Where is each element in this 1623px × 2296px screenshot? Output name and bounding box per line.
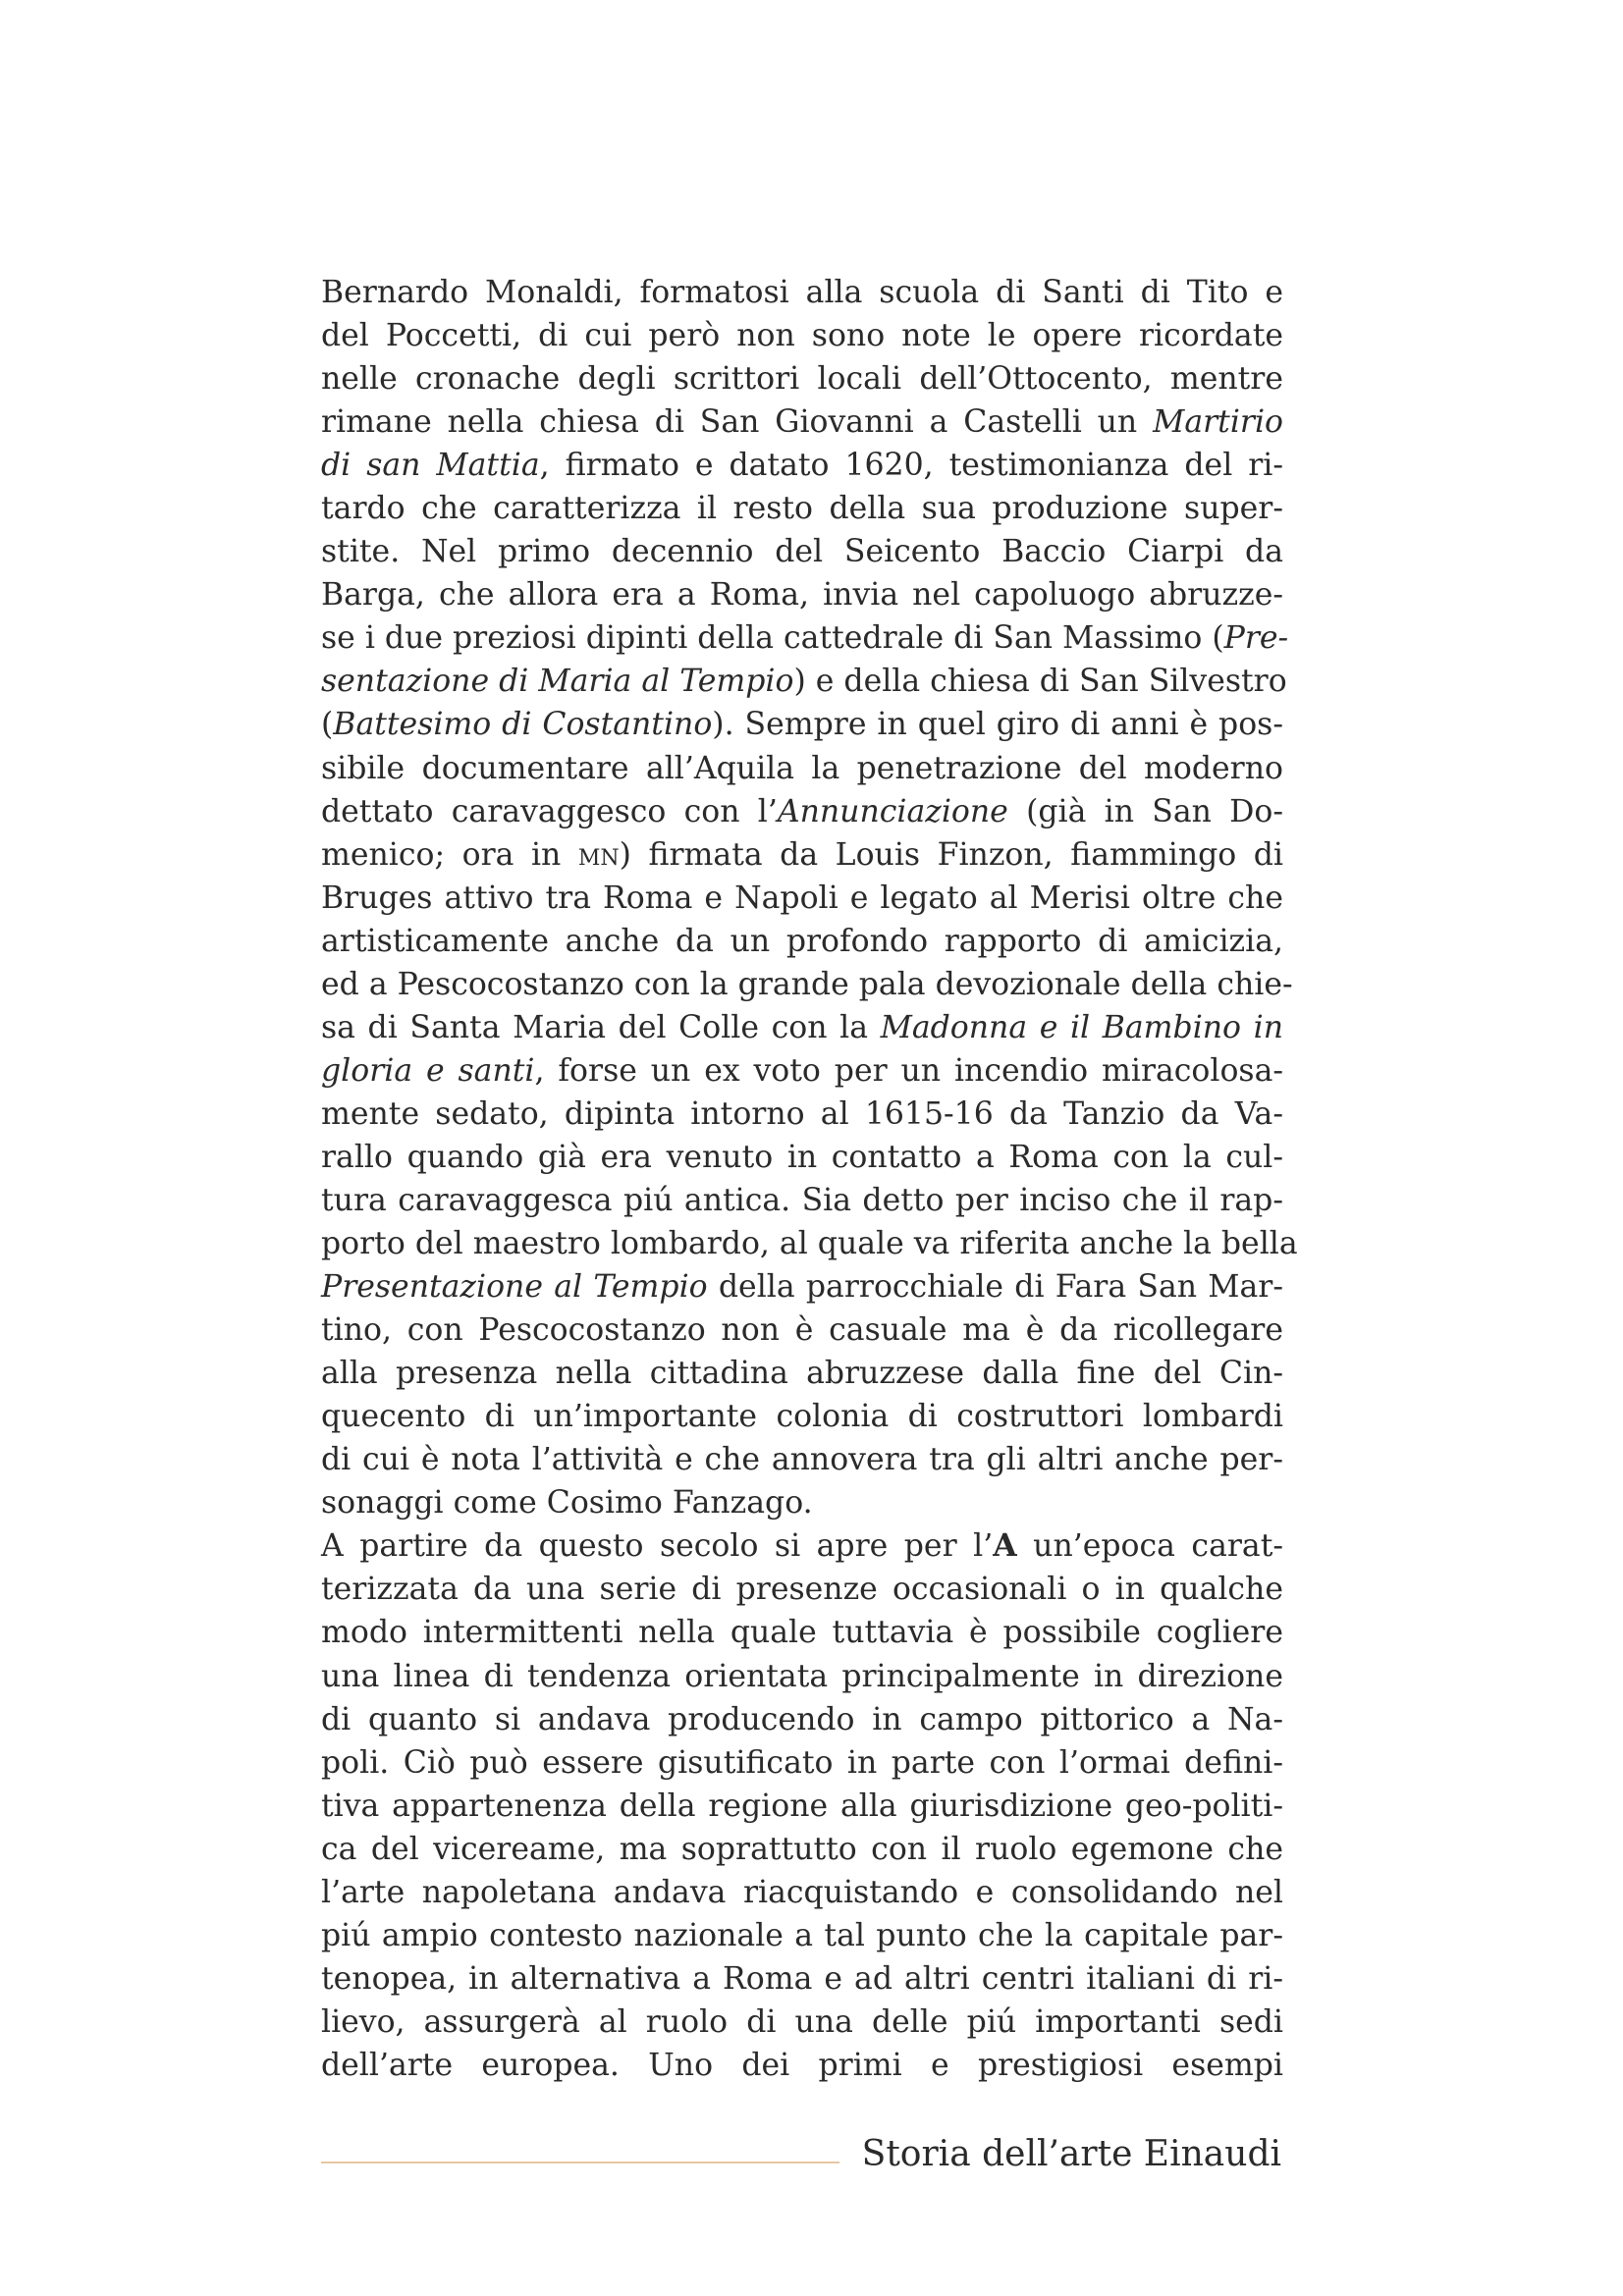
artwork-title: Battesimo di Costantino	[333, 707, 713, 743]
text-line: lievo, assurgerà al ruolo di una delle piú importanti sedi	[321, 2003, 1283, 2040]
text-line: se i due preziosi dipinti della cattedrale di San Massimo (Pre-	[321, 620, 1289, 657]
artwork-title: di san Mattia	[321, 448, 540, 484]
text-line: A partire da questo secolo si apre per l’A un’epoca carat-	[321, 1527, 1283, 1565]
text-line: di quanto si andava producendo in campo pittorico a Na-	[321, 1701, 1283, 1737]
text-line: tura caravaggesca piú antica. Sia detto per inciso che il rap-	[321, 1182, 1283, 1218]
artwork-title: Annunciazione	[777, 793, 1008, 829]
text-line: ed a Pescocostanzo con la grande pala devozionale della chie-	[321, 966, 1293, 1002]
text-line: di san Mattia, firmato e datato 1620, testimonianza del ri-	[321, 448, 1284, 484]
text-line: l’arte napoletana andava riacquistando e consolidando nel	[321, 1874, 1283, 1910]
text-line: (Battesimo di Costantino). Sempre in quel giro di anni è pos-	[321, 707, 1283, 743]
artwork-title: gloria e santi	[321, 1052, 535, 1089]
text-line: terizzata da una serie di presenze occasionali o in qualche	[321, 1572, 1283, 1608]
footer-title: Storia dell’arte Einaudi	[861, 2134, 1281, 2174]
text-line: tardo che caratterizza il resto della sua produzione super-	[321, 491, 1283, 527]
text-line: rimane nella chiesa di San Giovanni a Castelli un Martirio	[321, 404, 1283, 441]
text-line: sibile documentare all’Aquila la penetrazione del moderno	[321, 750, 1283, 786]
text-line: rallo quando già era venuto in contatto a Roma con la cul-	[321, 1139, 1283, 1175]
footer-rule	[321, 2162, 839, 2163]
artwork-title: Madonna e il Bambino in	[880, 1009, 1283, 1045]
text-line: stite. Nel primo decennio del Seicento Baccio Ciarpi da	[321, 534, 1283, 570]
text-line: artisticamente anche da un profondo rapporto di amicizia,	[321, 923, 1283, 959]
text-line: mente sedato, dipinta intorno al 1615-16 da Tanzio da Va-	[321, 1095, 1283, 1132]
text-line: tenopea, in alternativa a Roma e ad altri centri italiani di ri-	[321, 1960, 1283, 1997]
text-line: sa di Santa Maria del Colle con la Madonna e il Bambino in	[321, 1009, 1283, 1045]
text-line: ca del vicereame, ma soprattutto con il ruolo egemone che	[321, 1831, 1283, 1867]
text-line: poli. Ciò può essere gisutificato in parte con l’ormai defini-	[321, 1744, 1283, 1781]
text-line: Presentazione al Tempio della parrocchiale di Fara San Mar-	[321, 1269, 1284, 1306]
text-line: nelle cronache degli scrittori locali dell’Ottocento, mentre	[321, 361, 1283, 398]
text-line: tiva appartenenza della regione alla giurisdizione geo-politi-	[321, 1788, 1283, 1824]
artwork-title: Martirio	[1153, 404, 1283, 441]
text-line: sentazione di Maria al Tempio) e della chiesa di San Silvestro	[321, 664, 1287, 700]
text-line: di cui è nota l’attività e che annovera tra gli altri anche per-	[321, 1442, 1283, 1478]
text-line: dell’arte europea. Uno dei primi e prestigiosi esempi	[321, 2047, 1283, 2083]
text-line: Bernardo Monaldi, formatosi alla scuola di Santi di Tito e	[321, 275, 1283, 310]
text-line: gloria e santi, forse un ex voto per un incendio miracolosa-	[321, 1052, 1284, 1089]
text-line: tino, con Pescocostanzo non è casuale ma è da ricollegare	[321, 1312, 1283, 1349]
text-line: dettato caravaggesco con l’Annunciazione (già in San Do-	[321, 793, 1283, 829]
museum-abbreviation: mn	[577, 836, 620, 873]
region-abbreviation: A	[993, 1527, 1017, 1565]
text-line: piú ampio contesto nazionale a tal punto che la capitale par-	[321, 1917, 1283, 1953]
text-line: Barga, che allora era a Roma, invia nel capoluogo abruzze-	[321, 577, 1283, 614]
text-line: quecento di un’importante colonia di costruttori lombardi	[321, 1399, 1283, 1435]
artwork-title: Pre-	[1223, 620, 1289, 657]
body-text	[321, 271, 1298, 2087]
text-line: una linea di tendenza orientata principalmente in direzione	[321, 1658, 1283, 1694]
artwork-title: sentazione di Maria al Tempio	[321, 664, 794, 700]
text-line: sonaggi come Cosimo Fanzago.	[321, 1485, 813, 1522]
text-line: menico; ora in mn) firmata da Louis Finzon, fiammingo di	[321, 836, 1284, 873]
text-line: del Poccetti, di cui però non sono note le opere ricordate	[321, 318, 1283, 354]
text-line: modo intermittenti nella quale tuttavia è possibile cogliere	[321, 1615, 1283, 1651]
text-line: porto del maestro lombardo, al quale va riferita anche la bella	[321, 1226, 1298, 1262]
text-line: Bruges attivo tra Roma e Napoli e legato al Merisi oltre che	[321, 880, 1283, 916]
text-line: alla presenza nella cittadina abruzzese dalla fine del Cin-	[321, 1356, 1283, 1392]
artwork-title: Presentazione al Tempio	[321, 1269, 708, 1306]
